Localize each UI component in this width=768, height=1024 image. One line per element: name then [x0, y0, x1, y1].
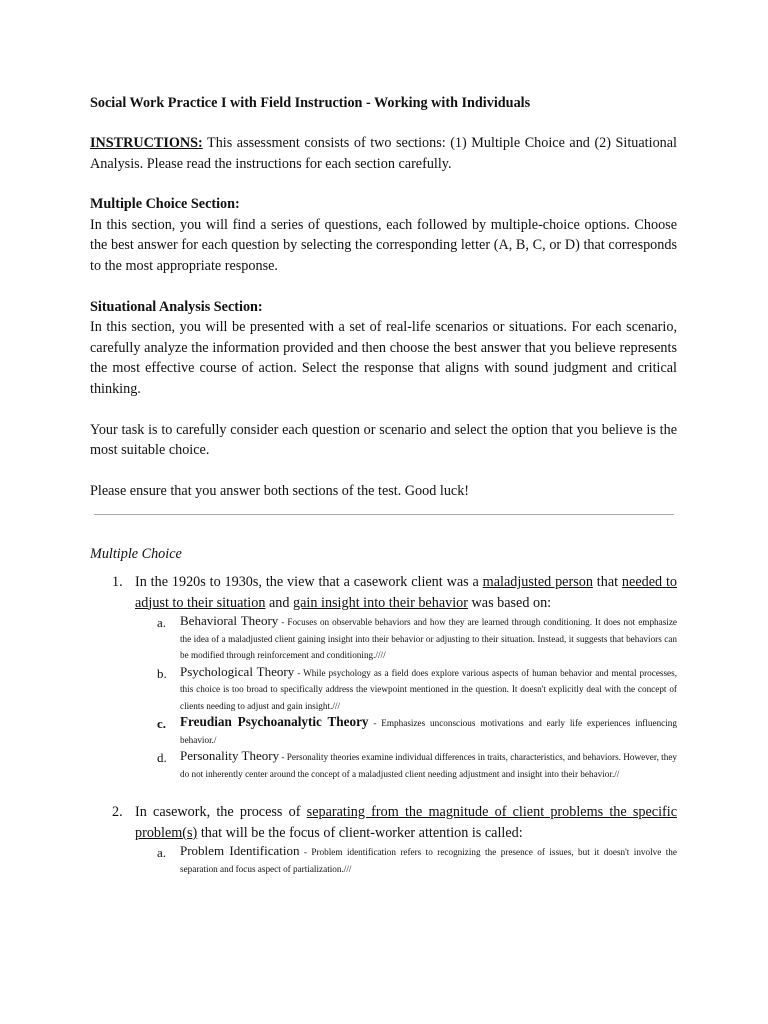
mc-section-heading: Multiple Choice Section: — [90, 196, 240, 213]
question-1 — [90, 572, 677, 782]
closing-paragraph: Please ensure that you answer both sections of the test. Good luck! — [90, 482, 470, 499]
instructions-paragraph — [90, 133, 677, 174]
option-body — [180, 714, 677, 748]
document-title: Social Work Practice I with Field Instruction - Working with Individuals — [90, 95, 531, 111]
option-explanation: - Problem identification refers to recognizing the presence of issues, but it doesn't involve the separation and focus aspect of partialization./// — [180, 847, 677, 874]
question-number: 1. — [112, 574, 123, 590]
question-underlined-phrase: separating from the magnitude of client problems the specific problem(s) — [135, 804, 677, 841]
option-list — [135, 843, 677, 877]
option-explanation: - Emphasizes unconscious motivations and early life experiences influencing behavior./ — [180, 718, 677, 745]
option-body — [180, 748, 677, 782]
option-body — [180, 664, 677, 715]
question-text-part: that will be the focus of client-worker attention is called: — [197, 824, 523, 841]
multiple-choice-heading: Multiple Choice — [90, 546, 182, 562]
option-d — [135, 748, 677, 782]
question-2 — [90, 802, 677, 877]
task-paragraph: Your task is to carefully consider each question or scenario and select the option that you believe is the most suitable choice. — [90, 421, 677, 459]
question-text — [135, 802, 677, 843]
option-a — [135, 613, 677, 664]
option-body — [180, 843, 677, 877]
horizontal-divider — [94, 514, 674, 515]
question-underlined-phrase: maladjusted person — [482, 574, 593, 590]
option-list — [135, 613, 677, 782]
option-body — [180, 613, 677, 664]
option-c — [135, 714, 677, 748]
document-body — [90, 93, 677, 501]
instructions-label: INSTRUCTIONS: — [90, 135, 203, 151]
question-text-part: that — [592, 574, 622, 590]
question-text-part: In the 1920s to 1930s, the view that a casework client was a — [135, 574, 483, 590]
question-text — [135, 572, 677, 613]
sa-section-heading: Situational Analysis Section: — [90, 298, 263, 315]
question-text-part: was based on: — [467, 594, 552, 611]
option-b — [135, 664, 677, 715]
question-text-part: In casework, the process of — [135, 804, 307, 821]
question-underlined-phrase: needed to adjust to their situation — [135, 574, 677, 611]
option-letter: b. — [157, 665, 167, 681]
question-number: 2. — [112, 804, 123, 821]
option-name: Behavioral Theory — [180, 613, 279, 629]
option-explanation: - While psychology as a field does explore various aspects of human behavior and mental processes, this choice is too broad to specifically address the viewpoint mentioned in the question. It doesn't explicitly deal with the concept of clients needing to adjust and gain insight./// — [180, 667, 677, 711]
option-name: Freudian Psychoanalytic Theory — [180, 714, 369, 730]
option-explanation: - Personality theories examine individual differences in traits, characteristics, and behaviors. However, they do not inherently center around the concept of a maladjusted client needing adjustment and insight into their behavior.// — [180, 752, 677, 779]
instructions-text: This assessment consists of two sections: (1) Multiple Choice and (2) Situational Analysis. Please read the instructions for each section carefully. — [90, 135, 677, 172]
option-letter: d. — [157, 750, 167, 766]
option-letter: c. — [157, 716, 167, 732]
question-text-part: and — [265, 594, 294, 611]
question-list — [90, 572, 677, 895]
option-name: Personality Theory — [180, 748, 280, 764]
question-underlined-phrase: gain insight into their behavior — [293, 594, 468, 611]
option-a — [135, 843, 677, 877]
option-explanation: - Focuses on observable behaviors and how they are learned through conditioning. It does not emphasize the idea of a maladjusted client gaining insight into their behavior or adjusting to their situation. Instead, it suggests that behaviors can be modified through reinforcement and conditioning.//// — [180, 617, 678, 661]
option-name: Psychological Theory — [180, 663, 295, 679]
sa-section-text: In this section, you will be presented with a set of real-life scenarios or situations. For each scenario, carefully analyze the information provided and then choose the best answer that you believe represents the most effective course of action. Select the response that aligns with sound judgment and critical thinking. — [90, 319, 677, 397]
option-letter: a. — [157, 615, 167, 631]
option-name: Problem Identification — [180, 843, 300, 859]
mc-section-text: In this section, you will find a series of questions, each followed by multiple-choice options. Choose the best answer for each question by selecting the corresponding letter (A, B, C, or D) that corresponds to the most appropriate response. — [90, 216, 677, 274]
option-letter: a. — [157, 845, 167, 861]
